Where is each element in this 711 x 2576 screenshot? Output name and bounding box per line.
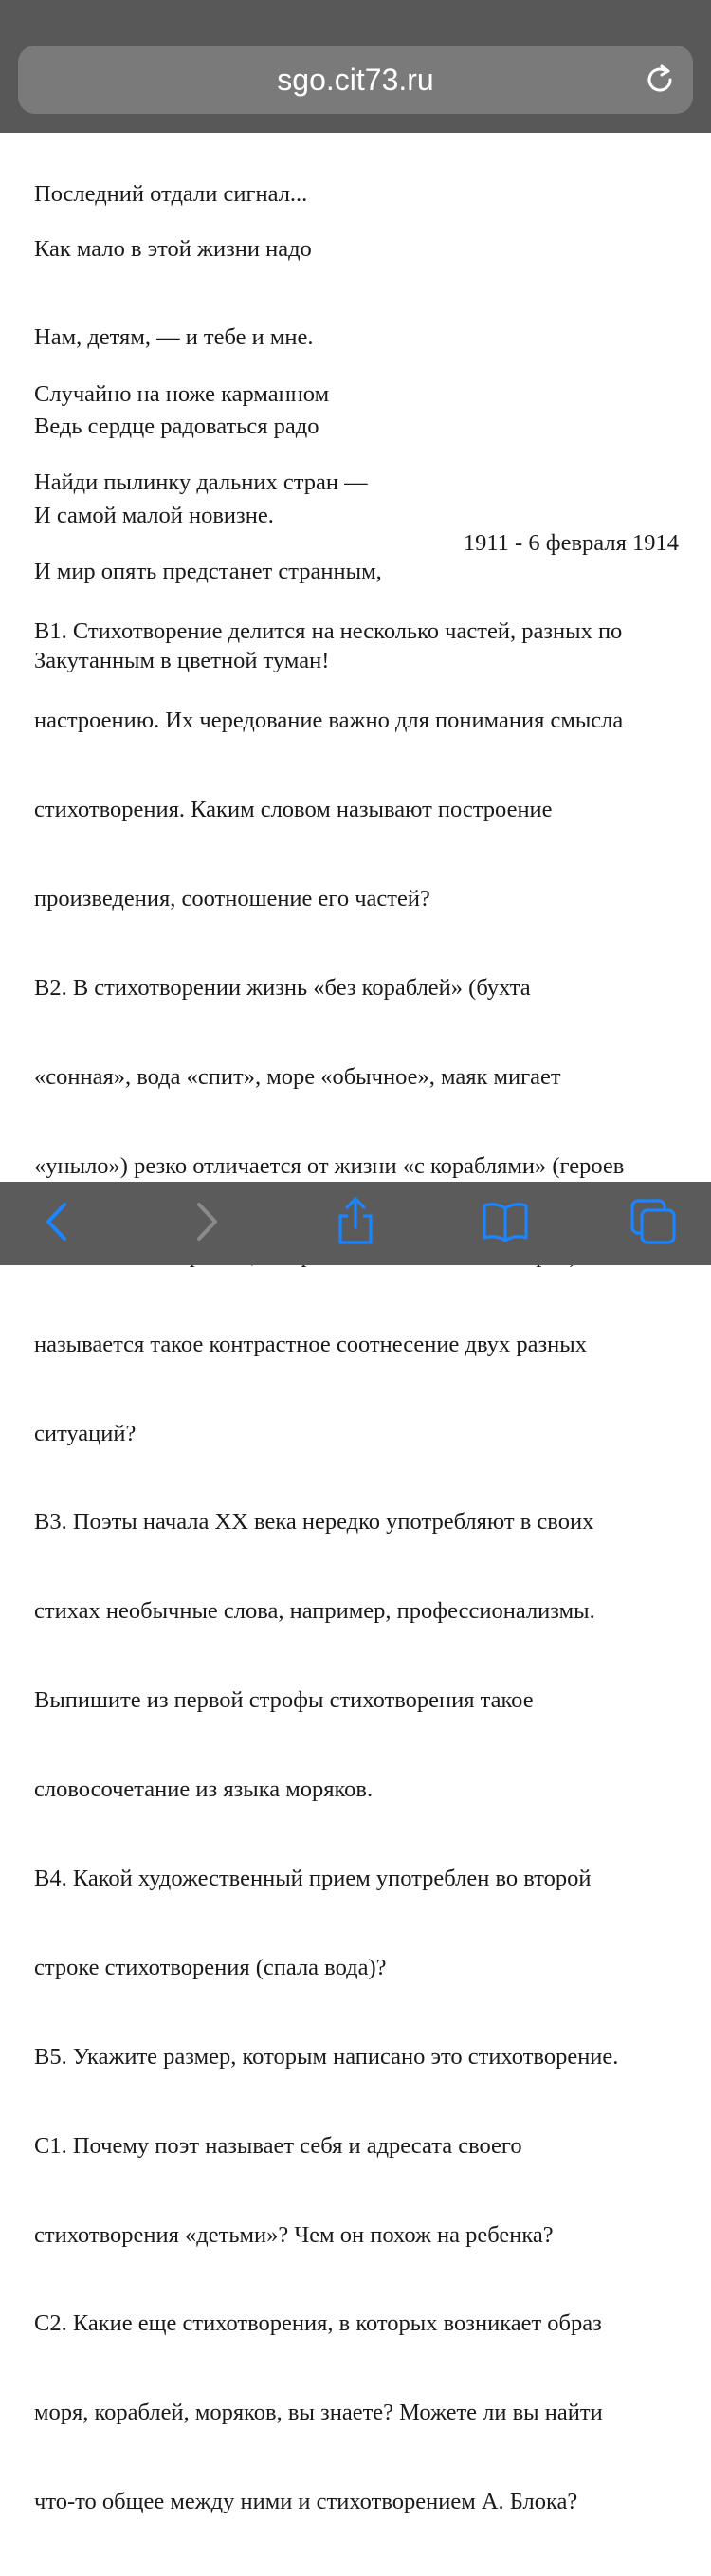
- text-line: Найди пылинку дальних стран —: [34, 469, 368, 496]
- forward-button[interactable]: [173, 1182, 239, 1265]
- tabs-button[interactable]: [620, 1182, 686, 1265]
- text-line: Нам, детям, — и тебе и мне.: [34, 324, 314, 351]
- question-line: С1. Почему поэт называет себя и адресата своего: [34, 2132, 522, 2159]
- share-icon: [335, 1197, 376, 1251]
- back-icon: [39, 1200, 77, 1248]
- question-line: называется такое контрастное соотнесение двух разных: [34, 1331, 587, 1357]
- text-line: И самой малой новизне.: [34, 503, 274, 529]
- question-line: моря, кораблей, моряков, вы знаете? Можете ли вы найти: [34, 2400, 603, 2426]
- text-line: Последний отдали сигнал...: [34, 180, 308, 207]
- address-bar[interactable]: [18, 46, 693, 114]
- question-line: что-то общее между ними и стихотворением А. Блока?: [34, 2489, 578, 2515]
- forward-icon: [187, 1200, 225, 1248]
- question-line: ситуаций?: [34, 1420, 137, 1446]
- share-button[interactable]: [322, 1182, 389, 1265]
- reload-icon[interactable]: [641, 61, 679, 99]
- question-line: В5. Укажите размер, которым написано это стихотворение.: [34, 2043, 619, 2070]
- tabs-icon: [629, 1198, 677, 1250]
- question-line: Выпишите из первой строфы стихотворения такое: [34, 1687, 534, 1714]
- question-line: стихах необычные слова, например, профессионализмы.: [34, 1598, 595, 1625]
- text-line: И мир опять предстанет странным,: [34, 559, 382, 585]
- browser-top-bar: [0, 0, 711, 133]
- question-line: В1. Стихотворение делится на несколько частей, разных по: [34, 618, 623, 645]
- text-line: Ведь сердце радоваться радо: [34, 414, 319, 440]
- question-line: «уныло») резко отличается от жизни «с кораблями» (героев: [34, 1152, 625, 1179]
- bookmarks-icon: [482, 1201, 529, 1247]
- question-line: В3. Поэты начала XX века нередко употребляют в своих: [34, 1509, 594, 1536]
- questions-block: [34, 469, 679, 2576]
- text-line: Закутанным в цветной туман!: [34, 648, 330, 674]
- text-line: Как мало в этой жизни надо: [34, 235, 312, 262]
- browser-bottom-toolbar: [0, 1182, 711, 1265]
- question-line: В4. Какой художественный прием употреблен во второй: [34, 1865, 592, 1891]
- question-line: стихотворения. Каким словом называют построение: [34, 797, 553, 823]
- question-line: произведения, соотношение его частей?: [34, 886, 430, 912]
- poem-date: 1911 - 6 февраля 1914: [463, 529, 679, 556]
- url-text[interactable]: sgo.cit73.ru: [277, 63, 434, 97]
- question-line: стихотворения «детьми»? Чем он похож на ребенка?: [34, 2221, 554, 2248]
- question-line: «сонная», вода «спит», море «обычное», маяк мигает: [34, 1063, 561, 1090]
- bookmarks-button[interactable]: [472, 1182, 538, 1265]
- question-line: настроению. Их чередование важно для понимания смысла: [34, 708, 624, 734]
- question-line: строке стихотворения (спала вода)?: [34, 1954, 387, 1980]
- question-line: В2. В стихотворении жизнь «без кораблей» (бухта: [34, 975, 531, 1002]
- back-button[interactable]: [25, 1182, 91, 1265]
- text-line: Случайно на ноже карманном: [34, 380, 330, 407]
- question-line: С2. Какие еще стихотворения, в которых возникает образ: [34, 2310, 602, 2337]
- question-line: словосочетание из языка моряков.: [34, 1776, 374, 1803]
